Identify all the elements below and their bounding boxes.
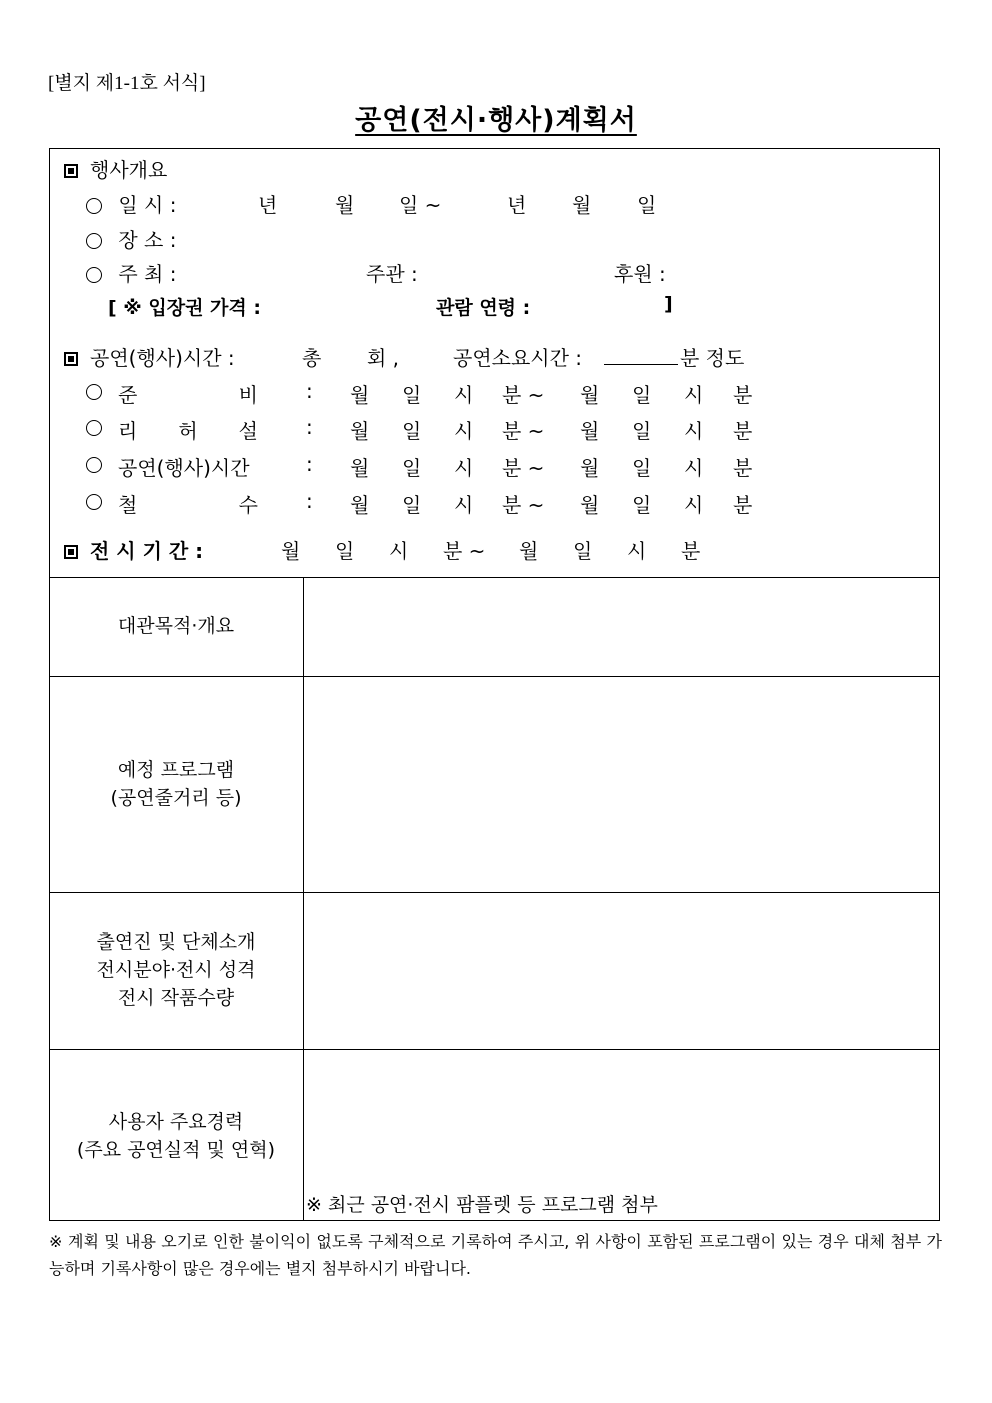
schedule-unit: 분 ~ [502, 493, 545, 517]
schedule-unit: 월 [580, 419, 600, 443]
cast-label: 출연진 및 단체소개 전시분야·전시 성격 전시 작품수량 [96, 931, 256, 1009]
schedule-colon: : [306, 415, 313, 439]
exhibition-unit: 시 [389, 539, 409, 563]
document-title: 공연(전시·행사)계획서 [355, 105, 637, 136]
schedule-unit: 분 ~ [502, 419, 545, 443]
date-label: 일 시 : [118, 193, 177, 217]
schedule-unit: 시 [684, 419, 704, 443]
times-label: 회 , [367, 346, 400, 370]
exhibition-unit: 월 [281, 539, 301, 563]
program-label: 예정 프로그램 (공연줄거리 등) [110, 759, 242, 809]
date-unit: 년 [258, 193, 278, 217]
place-row [86, 224, 176, 253]
schedule-unit: 분 [733, 456, 753, 480]
schedule-colon: : [306, 452, 313, 476]
host-row [86, 258, 176, 287]
schedule-unit: 월 [350, 456, 370, 480]
schedule-unit: 분 ~ [502, 456, 545, 480]
bottom-notice: ※ 계획 및 내용 오기로 인한 불이익이 없도록 구체적으로 기록하여 주시고, 위 사항이 포함된 프로그램이 있는 경우 대체 첨부 가능하며 기록사항이 많은 경우에는 별지 첨부하시기 바랍니다. [49, 1232, 942, 1278]
career-label: 사용자 주요경력 (주요 공연실적 및 연혁) [76, 1111, 276, 1161]
exhibition-unit: 월 [519, 539, 539, 563]
schedule-unit: 일 [632, 383, 652, 407]
filled-square-icon [64, 164, 78, 178]
teardown-row [86, 489, 102, 513]
filled-square-icon [64, 352, 78, 366]
ticket-price-label: [ ※ 입장권 가격 : [108, 297, 261, 319]
date-unit: 월 [572, 193, 592, 217]
purpose-label: 대관목적·개요 [117, 615, 235, 637]
exhibition-unit: 시 [627, 539, 647, 563]
schedule-heading: 공연(행사)시간 : [64, 342, 235, 371]
schedule-unit: 일 [632, 419, 652, 443]
place-label: 장 소 : [118, 228, 177, 252]
schedule-unit: 월 [350, 493, 370, 517]
schedule-unit: 일 [402, 419, 422, 443]
schedule-unit: 일 [632, 493, 652, 517]
host-label: 주 최 : [118, 262, 177, 286]
attachment-note: ※ 최근 공연·전시 팜플렛 등 프로그램 첨부 [306, 1194, 658, 1216]
circle-bullet-icon [86, 457, 102, 473]
rehearsal-row [86, 415, 102, 439]
schedule-row-label: 공연(행사)시간 [118, 456, 250, 480]
exhibition-unit: 분 ~ [443, 539, 486, 563]
duration-blank [604, 346, 678, 365]
age-label: 관람 연령 : [436, 297, 531, 319]
schedule-unit: 분 [733, 383, 753, 407]
schedule-unit: 시 [684, 493, 704, 517]
schedule-unit: 월 [580, 456, 600, 480]
filled-square-icon [64, 545, 78, 559]
total-label: 총 [302, 346, 322, 370]
prep-row [86, 379, 102, 403]
schedule-colon: : [306, 379, 313, 403]
date-unit: 일 ~ [399, 193, 442, 217]
schedule-unit: 시 [454, 493, 474, 517]
schedule-colon: : [306, 489, 313, 513]
sponsor-label: 후원 : [614, 262, 666, 286]
schedule-unit: 시 [684, 456, 704, 480]
schedule-unit: 일 [632, 456, 652, 480]
schedule-unit: 일 [402, 493, 422, 517]
schedule-unit: 시 [684, 383, 704, 407]
ticket-bracket-close: ] [664, 293, 673, 315]
exhibition-heading: 전 시 기 간 : [64, 535, 203, 564]
schedule-unit: 분 ~ [502, 383, 545, 407]
schedule-row-label: 준 비 [118, 383, 258, 407]
schedule-unit: 월 [580, 493, 600, 517]
schedule-unit: 월 [580, 383, 600, 407]
date-row [86, 189, 176, 218]
schedule-unit: 시 [454, 419, 474, 443]
form-number-label: [별지 제1-1호 서식] [48, 73, 206, 94]
exhibition-unit: 분 [681, 539, 701, 563]
schedule-unit: 일 [402, 456, 422, 480]
duration-suffix: 분 정도 [680, 346, 745, 370]
divider [49, 892, 940, 893]
schedule-unit: 분 [733, 493, 753, 517]
schedule-unit: 시 [454, 456, 474, 480]
schedule-unit: 월 [350, 419, 370, 443]
schedule-unit: 일 [402, 383, 422, 407]
schedule-unit: 분 [733, 419, 753, 443]
divider [49, 1049, 940, 1050]
overview-heading: 행사개요 [64, 154, 167, 183]
organizer-label: 주관 : [366, 262, 418, 286]
circle-bullet-icon [86, 267, 102, 283]
circle-bullet-icon [86, 198, 102, 214]
circle-bullet-icon [86, 420, 102, 436]
exhibition-unit: 일 [573, 539, 593, 563]
exhibition-unit: 일 [335, 539, 355, 563]
circle-bullet-icon [86, 233, 102, 249]
schedule-unit: 월 [350, 383, 370, 407]
divider [49, 577, 940, 578]
circle-bullet-icon [86, 384, 102, 400]
schedule-row-label: 철 수 [118, 493, 258, 517]
duration-label: 공연소요시간 : [453, 346, 583, 370]
date-unit: 일 [637, 193, 657, 217]
divider [49, 676, 940, 677]
show-row [86, 452, 102, 476]
date-unit: 년 [507, 193, 527, 217]
circle-bullet-icon [86, 494, 102, 510]
column-divider [303, 577, 304, 1221]
schedule-unit: 시 [454, 383, 474, 407]
date-unit: 월 [335, 193, 355, 217]
schedule-row-label: 리 허 설 [118, 419, 258, 443]
